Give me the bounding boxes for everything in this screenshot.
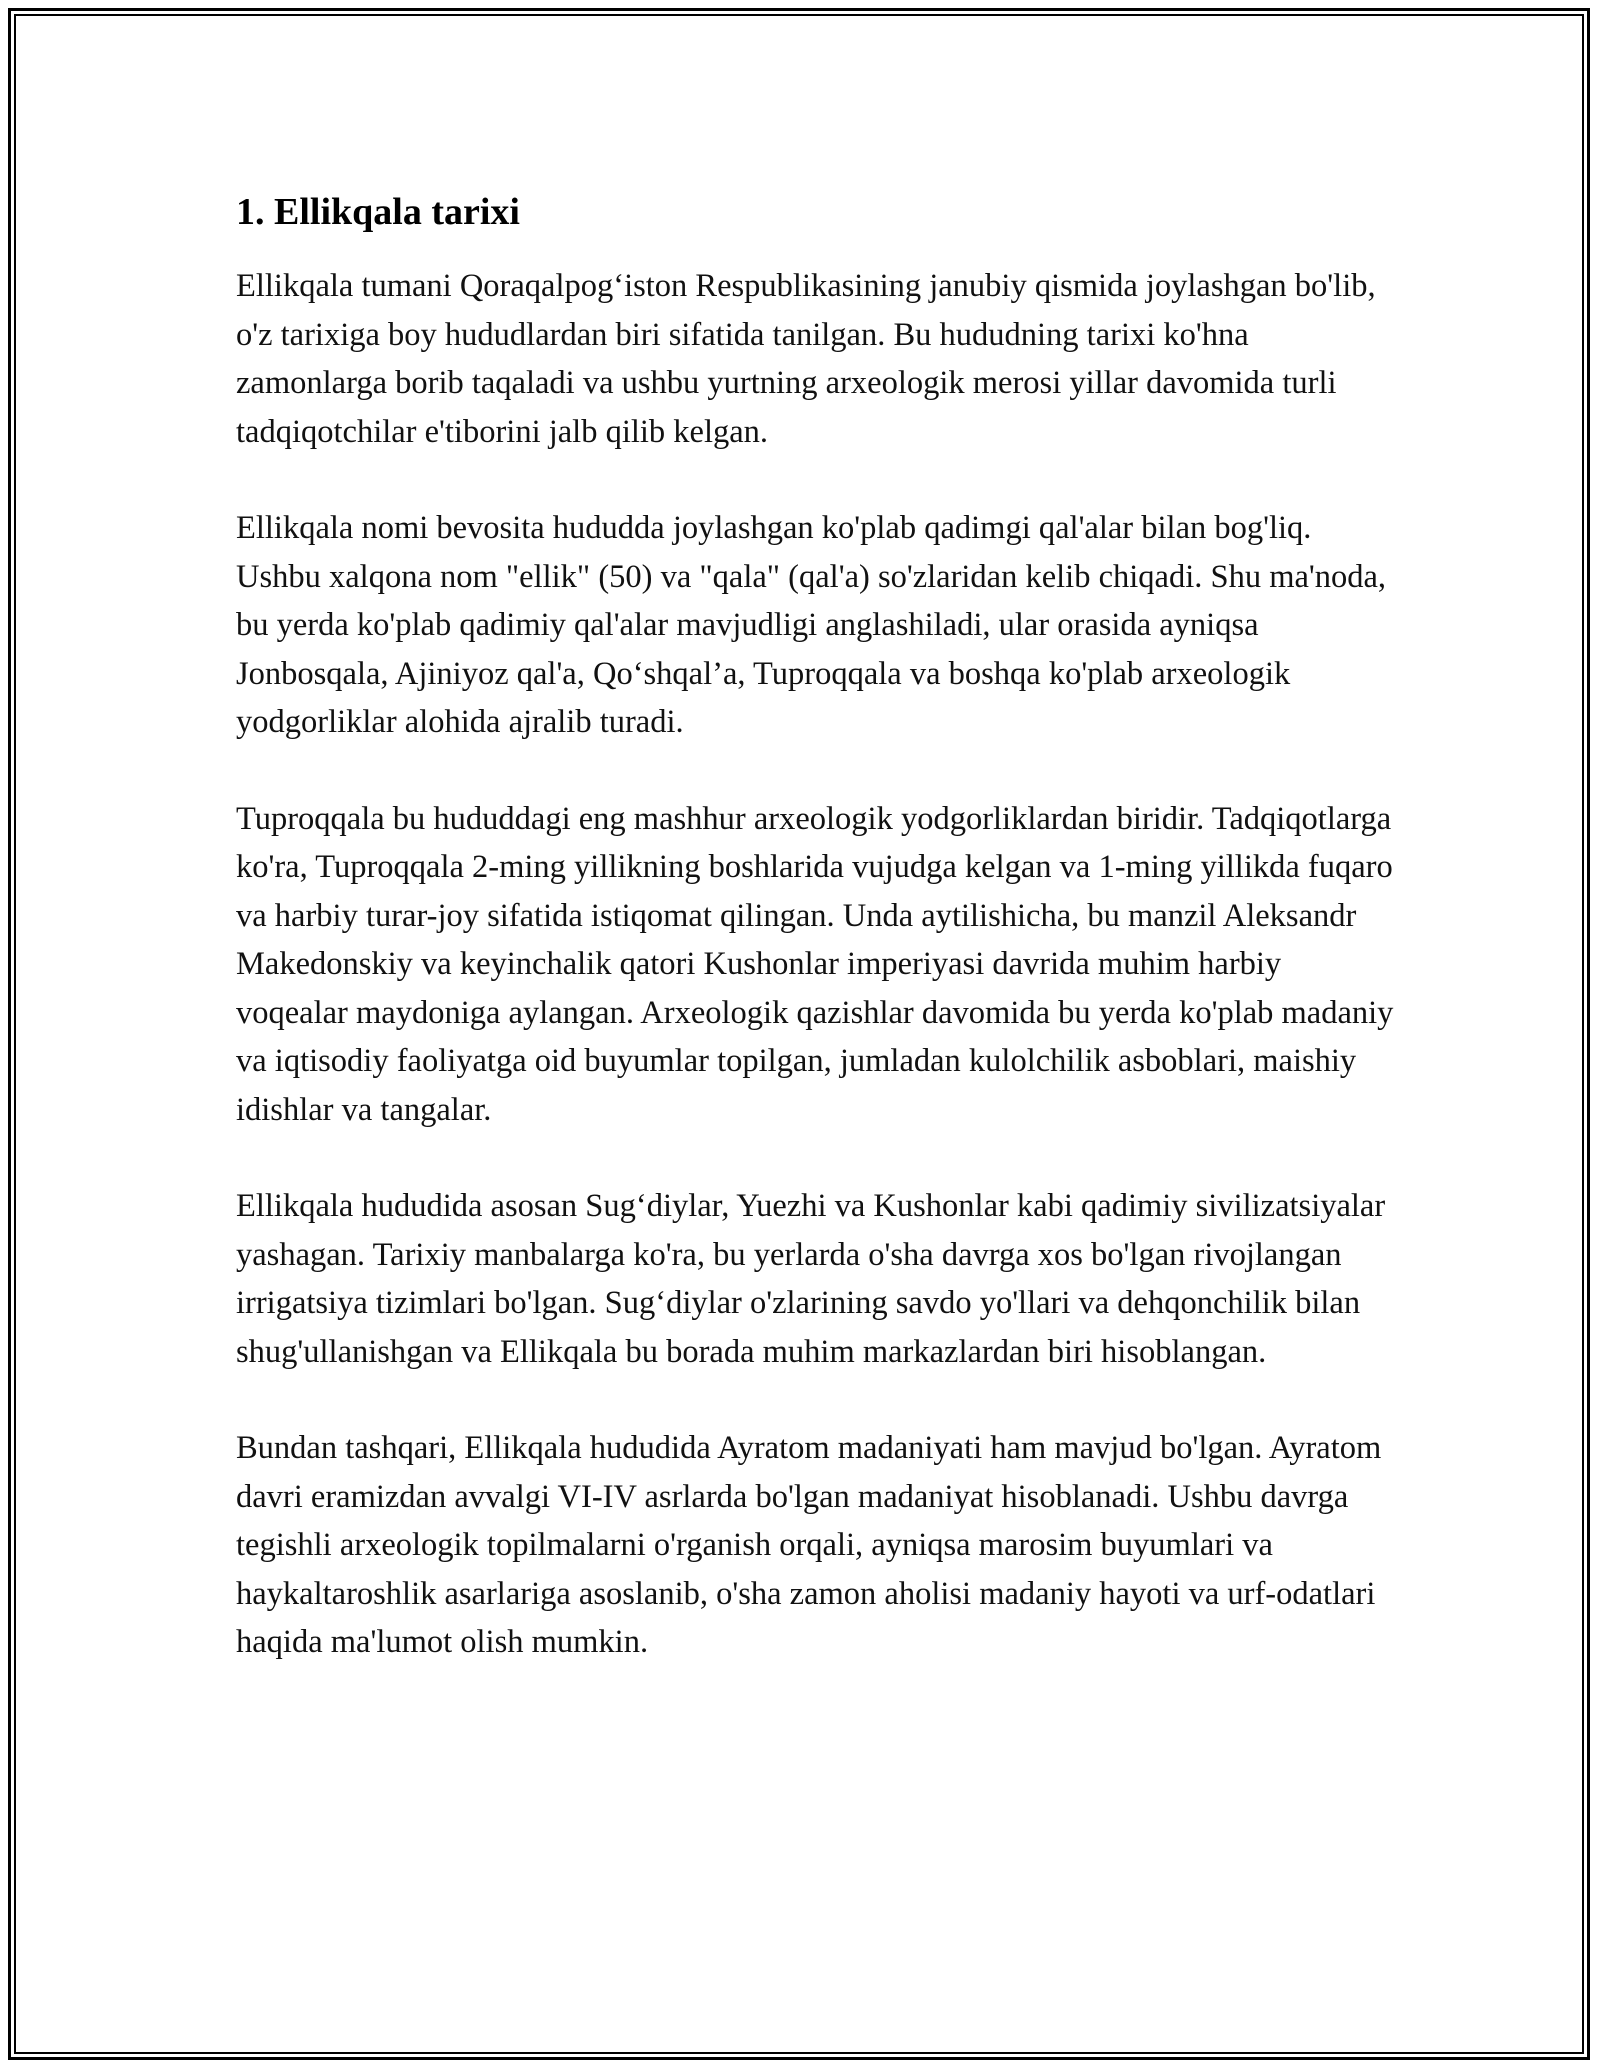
paragraph-intro: Ellikqala tumani Qoraqalpog‘iston Respublikasining janubiy qismida joylashgan bo'lib, o'z tarixiga boy hududlardan biri sifatida tanilgan. Bu hududning tarixi ko'hna zamonlarga borib taqaladi va ushbu yurtning arxeologik merosi yillar davomida turli tadqiqotchilar e'tiborini jalb qilib kelgan. (236, 268, 1376, 450)
paragraph-tuproqqala: Tuproqqala bu hududdagi eng mashhur arxeologik yodgorliklardan biridir. Tadqiqotlarga ko'ra, Tuproqqala 2-ming yillikning boshlarida vujudga kelgan va 1-ming yillikda fuqaro va harbiy turar-joy sifatida istiqomat qilingan. Unda aytilishicha, bu manzil Aleksandr Makedonskiy va keyinchalik qatori Kushonlar imperiyasi davrida muhim harbiy voqealar maydoniga aylangan. Arxeologik qazishlar davomida bu yerda ko'plab madaniy va iqtisodiy faoliyatga oid buyumlar topilgan, jumladan kulolchilik asboblari, maishiy idishlar va tangalar. (236, 800, 1394, 1128)
paragraph-civilizations: Ellikqala hududida asosan Sug‘diylar, Yuezhi va Kushonlar kabi qadimiy sivilizatsiyalar yashagan. Tarixiy manbalarga ko'ra, bu yerlarda o'sha davrga xos bo'lgan rivojlangan irrigatsiya tizimlari bo'lgan. Sug‘diylar o'zlarining savdo yo'llari va dehqonchilik bilan shug'ullanishgan va Ellikqala bu borada muhim markazlardan biri hisoblangan. (236, 1188, 1386, 1370)
paragraph-name-origin: Ellikqala nomi bevosita hududda joylashgan ko'plab qadimgi qal'alar bilan bog'liq. Ushbu xalqona nom "ellik" (50) va "qala" (qal'a) so'zlaridan kelib chiqadi. Shu ma'noda, bu yerda ko'plab qadimiy qal'alar mavjudligi anglashiladi, ular orasida ayniqsa Jonbosqala, Ajiniyoz qal'a, Qo‘shqal’a, Tuproqqala va boshqa ko'plab arxeologik yodgorliklar alohida ajralib turadi. (236, 510, 1387, 740)
section-heading: 1. Ellikqala tarixi (236, 191, 520, 233)
document-body (236, 186, 1396, 1715)
paragraph-ayratom: Bundan tashqari, Ellikqala hududida Ayratom madaniyati ham mavjud bo'lgan. Ayratom davri eramizdan avvalgi VI-IV asrlarda bo'lgan madaniyat hisoblanadi. Ushbu davrga tegishli arxeologik topilmalarni o'rganish orqali, ayniqsa marosim buyumlari va haykaltaroshlik asarlariga asoslanib, o'sha zamon aholisi madaniy hayoti va urf-odatlari haqida ma'lumot olish mumkin. (236, 1430, 1382, 1660)
